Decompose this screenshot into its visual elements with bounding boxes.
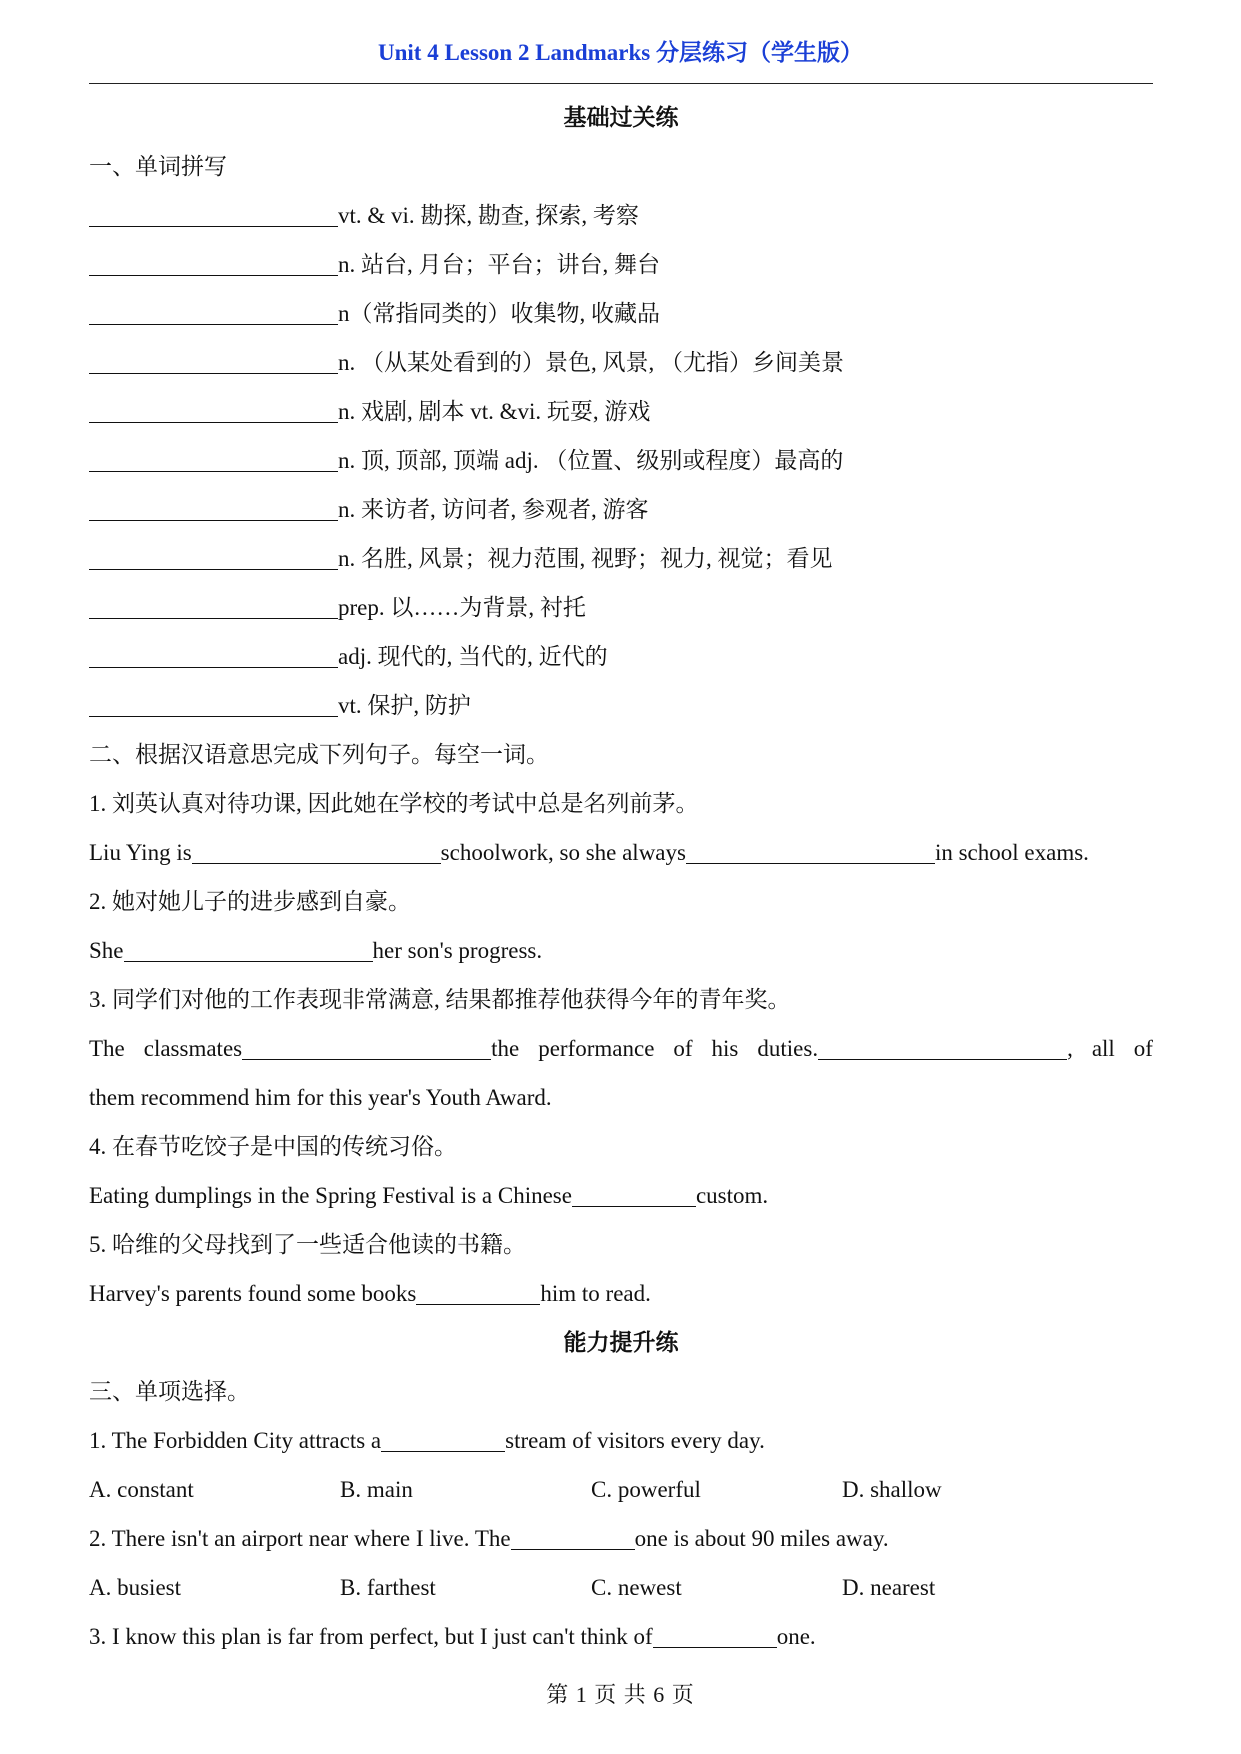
mc-question: 3. I know this plan is far from perfect, but I just can't think of one. <box>89 1624 816 1649</box>
answer-blank[interactable] <box>89 694 338 717</box>
mc-options <box>89 1465 1153 1514</box>
vocab-item: n（常指同类的）收集物, 收藏品 <box>89 289 1153 338</box>
answer-blank[interactable] <box>89 302 338 325</box>
option-b[interactable]: B. main <box>340 1477 413 1502</box>
vocab-item: n. 来访者, 访问者, 参观者, 游客 <box>89 485 1153 534</box>
answer-blank[interactable] <box>818 1037 1067 1060</box>
option-b[interactable]: B. farthest <box>340 1575 436 1600</box>
vocab-item: adj. 现代的, 当代的, 近代的 <box>89 632 1153 681</box>
question-en: She her son's progress. <box>89 938 543 963</box>
mc-options <box>89 1563 1153 1612</box>
option-c[interactable]: C. newest <box>591 1575 682 1600</box>
mc-question: 2. There isn't an airport near where I live. The one is about 90 miles away. <box>89 1526 889 1551</box>
vocab-item: n. 顶, 顶部, 顶端 adj. （位置、级别或程度）最高的 <box>89 436 1153 485</box>
answer-blank[interactable] <box>89 400 338 423</box>
vocab-item: n. 名胜, 风景；视力范围, 视野；视力, 视觉；看见 <box>89 534 1153 583</box>
answer-blank[interactable] <box>89 596 338 619</box>
question-en: Liu Ying is schoolwork, so she always in school exams. <box>89 840 1089 865</box>
mc-question: 1. The Forbidden City attracts a stream of visitors every day. <box>89 1428 765 1453</box>
answer-blank[interactable] <box>192 841 441 864</box>
vocab-item: vt. 保护, 防护 <box>89 681 1153 730</box>
part2-heading: 二、根据汉语意思完成下列句子。每空一词。 <box>89 742 549 767</box>
option-d[interactable]: D. nearest <box>842 1575 936 1600</box>
answer-blank[interactable] <box>89 253 338 276</box>
question-en: Eating dumplings in the Spring Festival is a Chinese custom. <box>89 1183 769 1208</box>
answer-blank[interactable] <box>653 1625 777 1648</box>
part1-heading: 一、单词拼写 <box>89 154 227 179</box>
answer-blank[interactable] <box>89 547 338 570</box>
answer-blank[interactable] <box>511 1527 635 1550</box>
vocab-item: prep. 以……为背景, 衬托 <box>89 583 1153 632</box>
vocab-item: n. 戏剧, 剧本 vt. &vi. 玩耍, 游戏 <box>89 387 1153 436</box>
part3-heading: 三、单项选择。 <box>89 1379 250 1404</box>
page-number: 第 1 页 共 6 页 <box>546 1682 695 1707</box>
question-en-continued: them recommend him for this year's Youth Award. <box>89 1085 552 1110</box>
section-title-advanced: 能力提升练 <box>563 1330 679 1355</box>
question-cn: 5. 哈维的父母找到了一些适合他读的书籍。 <box>89 1232 526 1257</box>
answer-blank[interactable] <box>124 939 373 962</box>
question-en: Harvey's parents found some books him to read. <box>89 1281 651 1306</box>
question-cn: 4. 在春节吃饺子是中国的传统习俗。 <box>89 1134 457 1159</box>
answer-blank[interactable] <box>89 351 338 374</box>
option-c[interactable]: C. powerful <box>591 1477 701 1502</box>
header-divider <box>89 83 1153 84</box>
option-a[interactable]: A. busiest <box>89 1575 181 1600</box>
question-en: The classmates the performance of his duties. , all of <box>89 1036 1153 1061</box>
question-cn: 3. 同学们对他的工作表现非常满意, 结果都推荐他获得今年的青年奖。 <box>89 987 791 1012</box>
answer-blank[interactable] <box>89 498 338 521</box>
answer-blank[interactable] <box>89 449 338 472</box>
section-title-basic: 基础过关练 <box>563 105 679 130</box>
answer-blank[interactable] <box>572 1184 696 1207</box>
answer-blank[interactable] <box>416 1282 540 1305</box>
vocab-item: vt. & vi. 勘探, 勘查, 探索, 考察 <box>89 191 1153 240</box>
vocab-item: n. 站台, 月台；平台；讲台, 舞台 <box>89 240 1153 289</box>
worksheet-body <box>89 93 1153 1661</box>
answer-blank[interactable] <box>242 1037 491 1060</box>
answer-blank[interactable] <box>381 1429 505 1452</box>
option-d[interactable]: D. shallow <box>842 1477 942 1502</box>
document-header-title: Unit 4 Lesson 2 Landmarks 分层练习（学生版） <box>378 40 863 65</box>
option-a[interactable]: A. constant <box>89 1477 194 1502</box>
question-cn: 2. 她对她儿子的进步感到自豪。 <box>89 889 411 914</box>
answer-blank[interactable] <box>89 645 338 668</box>
question-cn: 1. 刘英认真对待功课, 因此她在学校的考试中总是名列前茅。 <box>89 791 699 816</box>
vocab-item: n. （从某处看到的）景色, 风景, （尤指）乡间美景 <box>89 338 1153 387</box>
answer-blank[interactable] <box>89 204 338 227</box>
answer-blank[interactable] <box>686 841 935 864</box>
